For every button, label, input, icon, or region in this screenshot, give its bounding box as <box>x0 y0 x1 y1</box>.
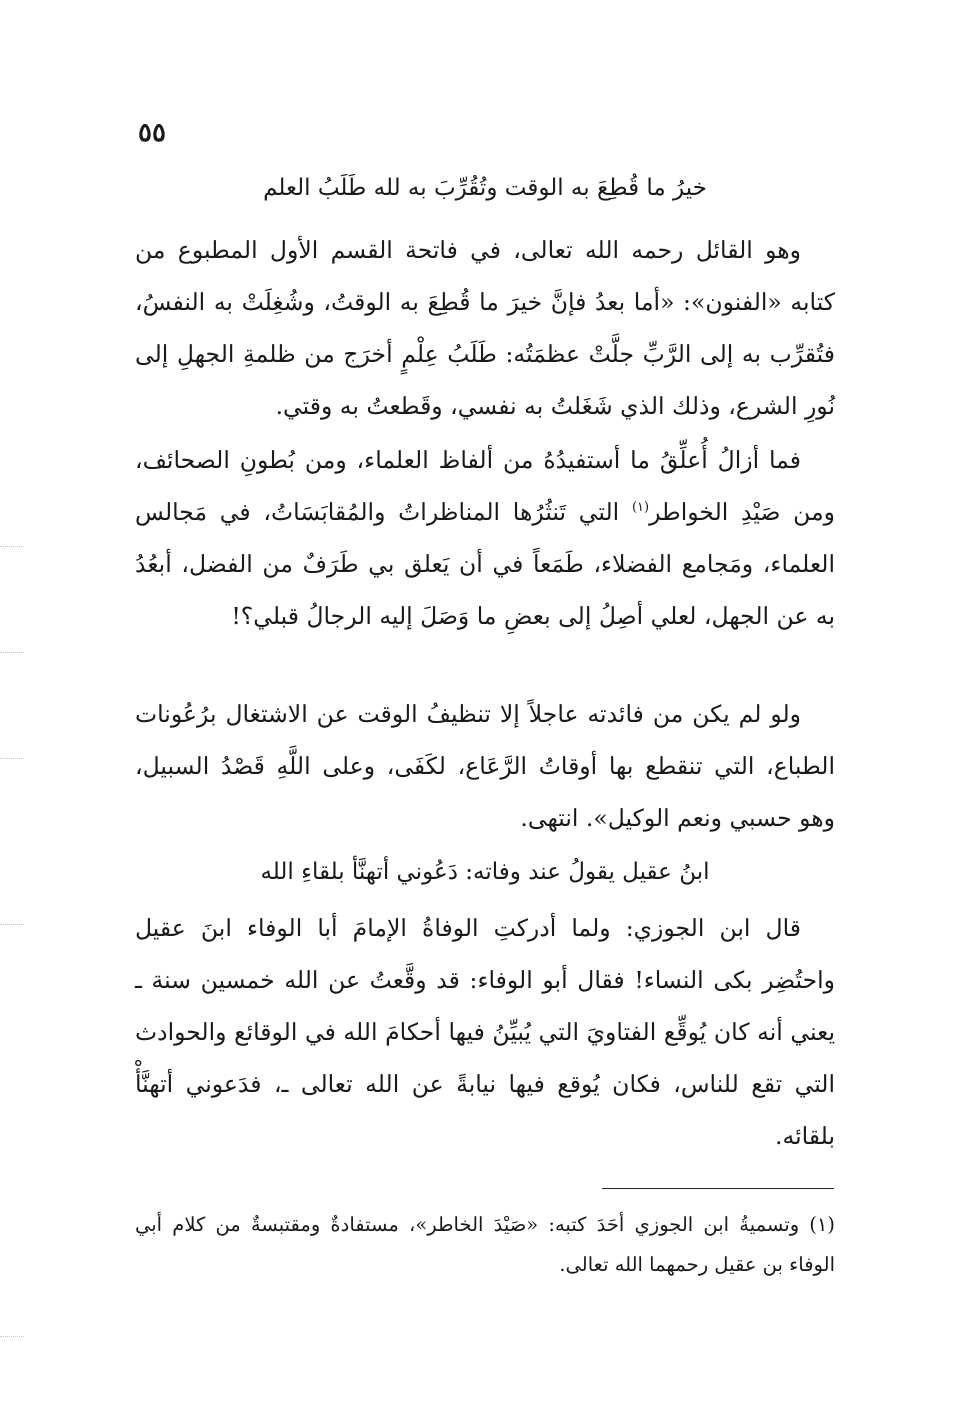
text-block-1 <box>135 224 835 432</box>
scan-edge-mark <box>0 758 24 759</box>
text-block-4 <box>135 902 835 1162</box>
paragraph-2 <box>135 434 835 642</box>
paragraph-3: ولو لم يكن من فائدته عاجلاً إلا تنظيفُ الوقت عن الاشتغال برُعُونات الطباع، التي تنقطع بها أوقاتُ الرَّعَاع، لكَفَى، وعلى اللَّهِ قَصْدُ السبيل، وهو حسبي ونعم الوكيل». انتهى. <box>135 700 835 832</box>
paragraph-1: وهو القائل رحمه الله تعالى، في فاتحة القسم الأول المطبوع من كتابه «الفنون»: «أما بعدُ فإنَّ خيرَ ما قُطِعَ به الوقتُ، وشُغِلَتْ به النفسُ، فتُقرِّب به إلى الرَّبِّ جلَّتْ عظمَتُه: طَلَبُ عِلْمٍ أخرَج من ظلمةِ الجهلِ إلى نُورِ الشرع، وذلك الذي شَغَلتُ به نفسي، وقَطعتُ به وقتي. <box>135 236 835 420</box>
footnote-divider <box>602 1188 834 1189</box>
footnote-1: (١) وتسميةُ ابن الجوزي أحَدَ كتبه: «صَيْدَ الخاطر»، مستفادةٌ ومقتبسةٌ من كلام أبي الوفاء بن عقيل رحمهما الله تعالى. <box>135 1213 835 1276</box>
text-block-2 <box>135 434 835 642</box>
page-number: ٥٥ <box>138 118 166 148</box>
paragraph-4: قال ابن الجوزي: ولما أدركتِ الوفاةُ الإمامَ أبا الوفاء ابنَ عقيل واحتُضِر بكى النساء! فقال أبو الوفاء: قد وقَّعتُ عن الله خمسين سنة ـ يعني أنه كان يُوقِّع الفتاويَ التي يُبيِّنُ فيها أحكامَ الله في الوقائع والحوادث التي تقع للناس، فكان يُوقع فيها نيابةً عن الله تعالى ـ، فدَعوني أتهنَّأْ بلقائه. <box>135 914 835 1150</box>
scan-edge-mark <box>0 1336 24 1337</box>
paragraph-2-part-1: فما أزالُ أُعلِّقُ ما أستفيدُهُ من ألفاظ العلماء، ومن بُطونِ الصحائف، ومن صَيْدِ الخواطر <box>135 446 836 526</box>
scan-edge-mark <box>0 652 24 653</box>
section-heading-2: ابنُ عقيل يقولُ عند وفاته: دَعُوني أتهنَّأ بلقاءِ الله <box>260 859 710 885</box>
paragraph-2-part-2: التي تَنثُرُها المناظراتُ والمُقابَسَاتُ، في مَجالس العلماء، ومَجامع الفضلاء، طَمَعاً في أن يَعلق بي طَرَفٌ من الفضل، أبعُدُ به عن الجهل، لعلي أصِلُ إلى بعضِ ما وَصَلَ إليه الرجالُ قبلي؟! <box>135 498 835 630</box>
footnote-marker[interactable]: (١) <box>631 500 650 516</box>
section-heading-1: خيرُ ما قُطِعَ به الوقت وتُقُرِّبَ به لله طَلَبُ العلم <box>263 175 707 201</box>
scan-edge-mark <box>0 924 24 925</box>
text-block-3 <box>135 688 835 844</box>
scan-edge-mark <box>0 546 24 547</box>
